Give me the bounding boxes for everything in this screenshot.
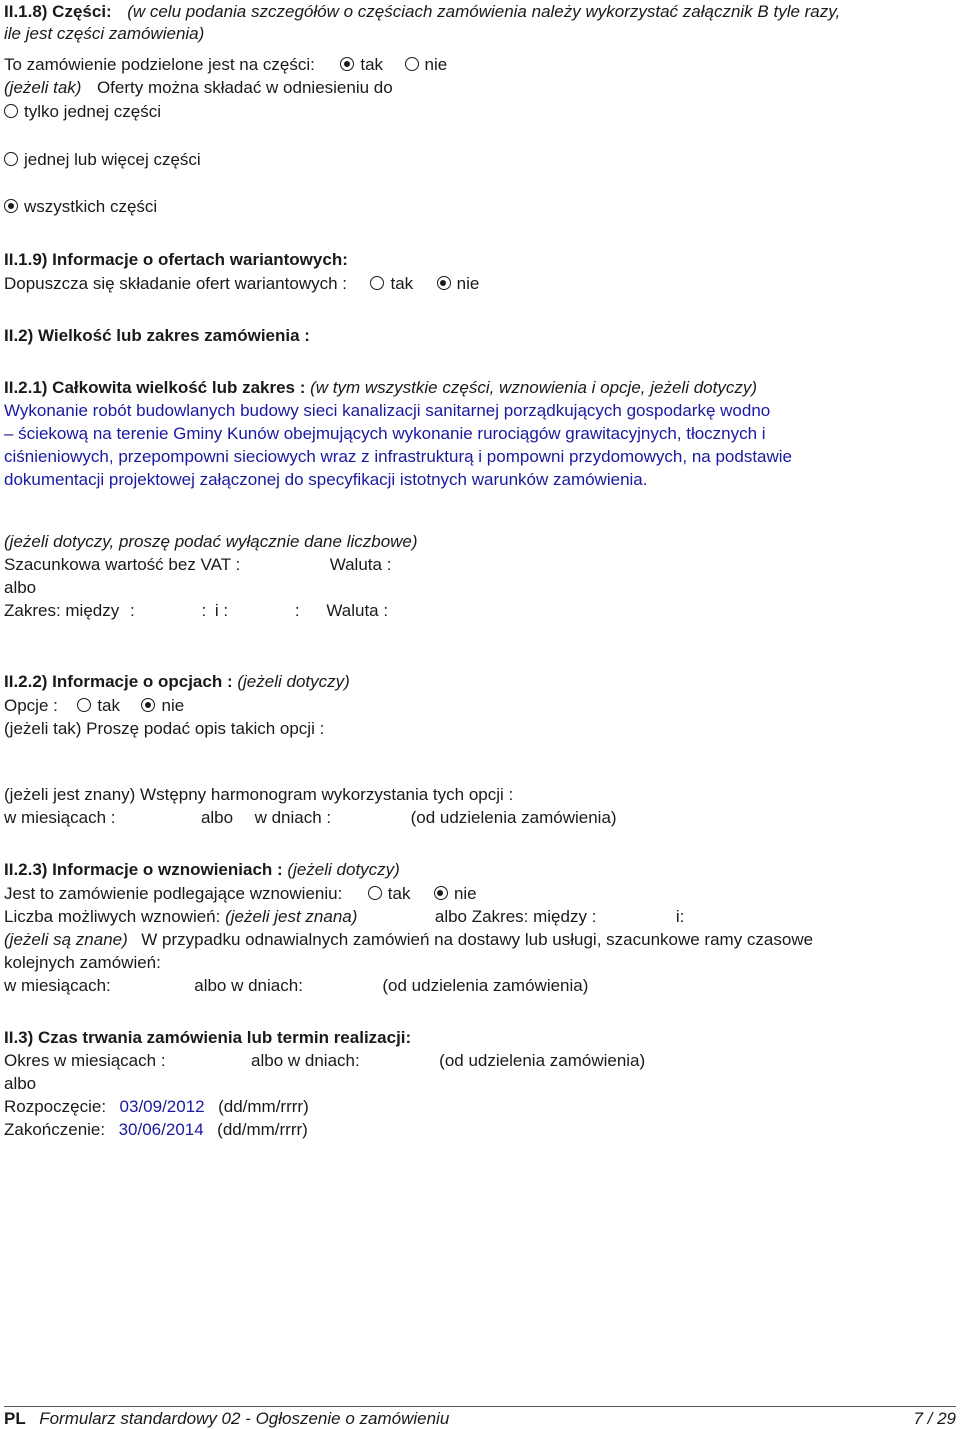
option-label: tylko jednej części (24, 102, 162, 121)
variants-row (4, 272, 479, 295)
end-date-row (4, 1118, 308, 1141)
renewals-period-row (4, 974, 588, 997)
days-label: albo w dniach: (194, 976, 303, 995)
from-award-label: (od udzielenia zamówienia) (382, 976, 589, 995)
divided-label: To zamówienie podzielone jest na części: (4, 55, 315, 74)
or-label: albo (200, 808, 234, 827)
section-note: (jeżeli dotyczy) (237, 672, 350, 691)
days-label: w dniach : (254, 808, 332, 827)
colon: : (129, 601, 135, 620)
section-duration-heading: II.3) Czas trwania zamówienia lub termin realizacji: (4, 1028, 412, 1047)
option-label: jednej lub więcej części (24, 150, 201, 169)
or-label: albo (4, 1074, 37, 1093)
known-note: (jeżeli są znane) (4, 930, 128, 949)
options-heading-line (4, 670, 350, 693)
currency-label: Waluta : (326, 601, 389, 620)
start-date-value: 03/09/2012 (119, 1097, 205, 1116)
end-label: Zakończenie: (4, 1120, 106, 1139)
or-label: albo (4, 578, 37, 597)
radio-yes-icon (368, 886, 382, 900)
section-scope-heading: II.2) Wielkość lub zakres zamówienia : (4, 326, 310, 345)
radio-yes-icon (77, 698, 91, 712)
section-note: (w celu podania szczegółów o częściach zamówienia należy wykorzystać załącznik B tyle razy, (127, 2, 841, 21)
yes-label: tak (360, 55, 384, 74)
no-label: nie (453, 884, 477, 903)
no-label: nie (424, 55, 448, 74)
radio-yes-checked-icon (340, 57, 354, 71)
date-format: (dd/mm/rrrr) (217, 1120, 308, 1139)
form-name: Formularz standardowy 02 - Ogłoszenie o zamówieniu (39, 1409, 450, 1428)
no-label: nie (456, 274, 480, 293)
estimated-value-row (4, 553, 391, 576)
count-note: (jeżeli jest znana) (225, 907, 358, 926)
start-label: Rozpoczęcie: (4, 1097, 107, 1116)
total-scope-heading-line (4, 376, 757, 399)
radio-empty-icon (4, 104, 18, 118)
radio-no-checked-icon (434, 886, 448, 900)
days-label: albo w dniach: (251, 1051, 360, 1070)
offers-row (4, 76, 393, 99)
scope-description-line: Wykonanie robót budowlanych budowy sieci kanalizacji sanitarnej porządkujących gospodarkę wodno (4, 401, 771, 420)
section-heading: II.2.2) Informacje o opcjach : (4, 672, 233, 691)
from-award-label: (od udzielenia zamówienia) (410, 808, 617, 827)
colon: : (294, 601, 300, 620)
numeric-data-note: (jeżeli dotyczy, proszę podać wyłącznie dane liczbowe) (4, 532, 418, 551)
page-footer (4, 1406, 956, 1429)
range-label: Zakres: między (4, 601, 120, 620)
footer-left (4, 1409, 449, 1429)
currency-label: Waluta : (329, 555, 392, 574)
section-heading: II.1.8) Części: (4, 2, 112, 21)
radio-empty-icon (4, 152, 18, 166)
offers-label: Oferty można składać w odniesieniu do (96, 78, 393, 97)
renewals-count-row (4, 905, 684, 928)
start-date-row (4, 1095, 309, 1118)
section-parts-heading-line (4, 0, 840, 23)
months-label: w miesiącach: (4, 976, 111, 995)
renewals-label: Jest to zamówienie podlegające wznowieniu: (4, 884, 343, 903)
options-label: Opcje : (4, 696, 58, 715)
estimated-value-label: Szacunkowa wartość bez VAT : (4, 555, 241, 574)
range-row (4, 599, 388, 622)
section-note: (w tym wszystkie części, wznowienia i opcje, jeżeli dotyczy) (310, 378, 757, 397)
options-schedule-row (4, 806, 617, 829)
yes-label: tak (390, 274, 414, 293)
section-heading: II.2.1) Całkowita wielkość lub zakres : (4, 378, 306, 397)
language-code: PL (4, 1409, 26, 1428)
range-label: albo Zakres: między : (434, 907, 597, 926)
scope-description-line: ciśnieniowych, przepompowni sieciowych wraz z infrastrukturą i pompowni przydomowych, na podstawie (4, 447, 793, 466)
timeframe-text: W przypadku odnawialnych zamówień na dostawy lub usługi, szacunkowe ramy czasowe (141, 930, 814, 949)
options-row (4, 694, 184, 717)
renewals-heading-line (4, 858, 400, 881)
end-date-value: 30/06/2014 (118, 1120, 204, 1139)
section-note: (jeżeli dotyczy) (287, 860, 400, 879)
option-one-part (4, 100, 161, 123)
count-label: Liczba możliwych wznowień: (4, 907, 221, 926)
radio-no-checked-icon (437, 276, 451, 290)
variants-label: Dopuszcza się składanie ofert wariantowych : (4, 274, 347, 293)
date-format: (dd/mm/rrrr) (218, 1097, 309, 1116)
no-label: nie (161, 696, 185, 715)
radio-yes-icon (370, 276, 384, 290)
and-label: i : (214, 601, 229, 620)
from-award-label: (od udzielenia zamówienia) (439, 1051, 646, 1070)
section-note-cont: ile jest części zamówienia) (4, 24, 205, 43)
scope-description-line: – ściekową na terenie Gminy Kunów obejmujących wykonanie rurociągów grawitacyjnych, tłocznych i (4, 424, 766, 443)
option-one-or-more (4, 148, 201, 171)
radio-checked-icon (4, 199, 18, 213)
and-label: i: (675, 907, 685, 926)
option-all (4, 195, 157, 218)
renewals-timeframe-row (4, 928, 813, 951)
scope-description-line: dokumentacji projektowej załączonej do specyfikacji istotnych warunków zamówienia. (4, 470, 648, 489)
renewals-row (4, 882, 477, 905)
page-number: 7 / 29 (913, 1409, 956, 1428)
yes-label: tak (97, 696, 121, 715)
months-label: w miesiącach : (4, 808, 116, 827)
radio-no-checked-icon (141, 698, 155, 712)
section-heading: II.2.3) Informacje o wznowieniach : (4, 860, 283, 879)
section-variants-heading: II.1.9) Informacje o ofertach wariantowych: (4, 250, 348, 269)
if-yes-note: (jeżeli tak) (4, 78, 82, 97)
divided-row (4, 53, 447, 76)
duration-row (4, 1049, 645, 1072)
options-schedule-label: (jeżeli jest znany) Wstępny harmonogram wykorzystania tych opcji : (4, 785, 514, 804)
colon: : (201, 601, 207, 620)
options-description-label: (jeżeli tak) Proszę podać opis takich opcji : (4, 719, 325, 738)
option-label: wszystkich części (24, 197, 158, 216)
timeframe-text-cont: kolejnych zamówień: (4, 953, 161, 972)
months-label: Okres w miesiącach : (4, 1051, 166, 1070)
radio-no-icon (405, 57, 419, 71)
yes-label: tak (387, 884, 411, 903)
